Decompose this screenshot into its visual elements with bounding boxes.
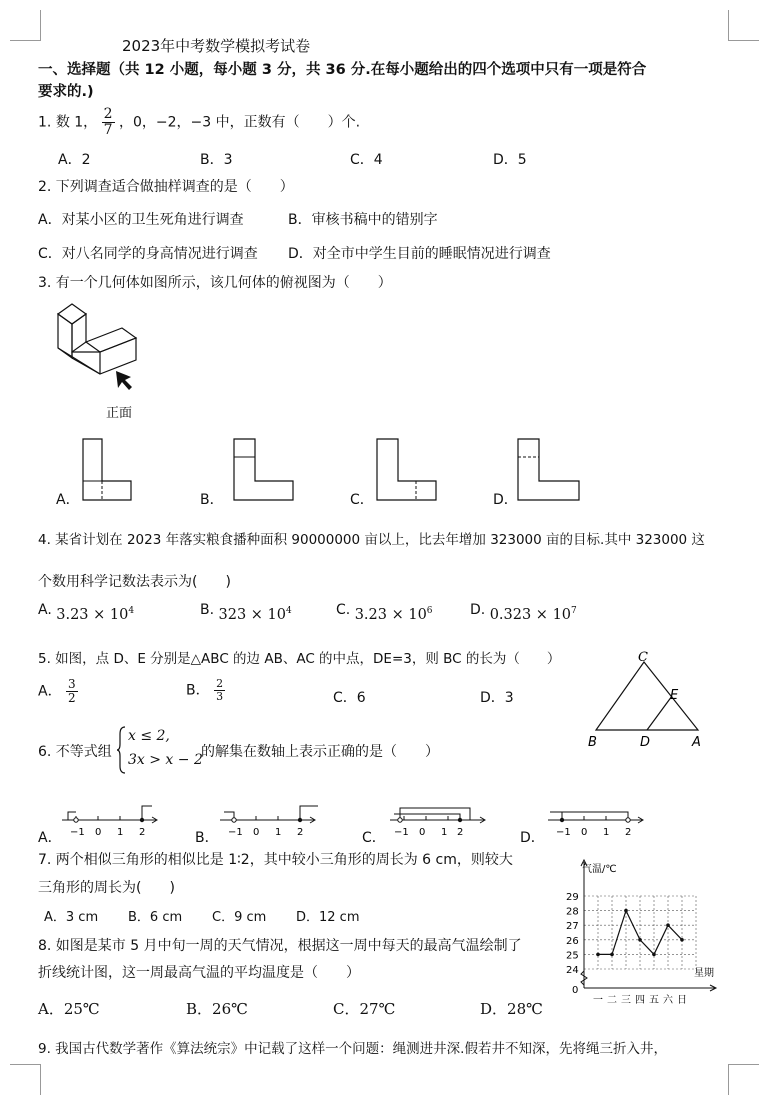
data-point xyxy=(624,909,628,913)
svg-text:−1: −1 xyxy=(228,827,243,838)
q4-option-c-value: $3.23 \times 10^6$ xyxy=(354,606,433,623)
data-point xyxy=(610,953,614,957)
data-point xyxy=(638,938,642,942)
q6-option-d-label[interactable]: D． xyxy=(520,830,545,846)
q1-frac-den: 7 xyxy=(103,122,113,138)
q5-option-a-fraction xyxy=(66,678,78,705)
svg-text:2: 2 xyxy=(625,827,632,838)
y-tick-label: 29 xyxy=(566,892,579,903)
q2-option-c[interactable]: C．对八名同学的身高情况进行调查 xyxy=(38,246,258,262)
q6-post: 的解集在数轴上表示正确的是（ ） xyxy=(201,744,439,760)
q7-option-b[interactable]: B．6 cm xyxy=(128,910,183,925)
x-tick-label: 三 xyxy=(621,995,631,1006)
y-tick-label: 27 xyxy=(566,921,579,933)
q5-a-den: 2 xyxy=(68,691,76,705)
q3-option-d-figure[interactable] xyxy=(517,438,581,502)
q3-option-c-label[interactable]: C． xyxy=(350,492,374,508)
q5-option-b[interactable] xyxy=(186,678,225,703)
q4-option-d[interactable] xyxy=(470,601,577,623)
question-8-cont: 折线统计图，这一周最高气温的平均温度是（ ） xyxy=(38,965,360,981)
question-9: 9. 我国古代数学著作《算法统宗》中记载了这样一个问题：绳测进井深.假若井不知深，先将绳三折入井， xyxy=(38,1041,667,1057)
q6-brace xyxy=(116,726,126,774)
data-point xyxy=(680,938,684,942)
q2-option-a[interactable]: A．对某小区的卫生死角进行调查 xyxy=(38,212,244,228)
question-7: 7. 两个相似三角形的相似比是 1∶2，其中较小三角形的周长为 6 cm，则较大 xyxy=(38,852,513,868)
section-heading-cont: 要求的.) xyxy=(38,84,94,100)
question-1 xyxy=(38,107,360,138)
svg-text:0: 0 xyxy=(95,827,102,838)
q5-b-den: 3 xyxy=(216,690,224,703)
data-point xyxy=(596,953,600,957)
y-axis-label: 气温/℃ xyxy=(582,864,617,875)
data-point xyxy=(666,923,670,927)
q1-post: ，0，−2，−3 中，正数有（ ）个. xyxy=(119,114,361,131)
q5-triangle-figure xyxy=(582,648,712,753)
q4-option-a-label: A. xyxy=(38,601,52,618)
question-4: 4. 某省计划在 2023 年落实粮食播种面积 90000000 亩以上，比去年增加 323000 亩的目标.其中 323000 这 xyxy=(38,532,705,548)
y-tick-label: 24 xyxy=(566,965,579,976)
q6-option-b-label[interactable]: B． xyxy=(195,830,219,846)
svg-text:1: 1 xyxy=(441,827,448,838)
q8-option-c[interactable]: C．27℃ xyxy=(333,1000,396,1018)
q4-option-b-label: B. xyxy=(200,601,215,618)
question-8: 8. 如图是某市 5 月中旬一周的天气情况，根据这一周中每天的最高气温绘制了 xyxy=(38,938,522,954)
x-tick-label: 六 xyxy=(663,995,673,1006)
q5-option-d[interactable]: D．3 xyxy=(480,690,514,706)
q2-option-b[interactable]: B．审核书稿中的错别字 xyxy=(288,212,438,228)
svg-text:2: 2 xyxy=(139,827,146,838)
crop-mark-top-left xyxy=(10,10,41,41)
svg-text:2: 2 xyxy=(297,827,304,838)
x-tick-label: 日 xyxy=(677,995,687,1006)
q3-solid-figure xyxy=(52,298,142,398)
q5-label-b: B xyxy=(588,735,597,750)
q6-pre: 6. 不等式组 xyxy=(38,744,112,760)
q4-option-b[interactable] xyxy=(200,601,292,623)
q6-option-b-numberline[interactable] xyxy=(220,802,320,842)
q4-option-d-label: D. xyxy=(470,601,486,618)
q5-a-num: 3 xyxy=(68,677,76,691)
q3-option-d-label[interactable]: D． xyxy=(493,492,518,508)
q4-option-a-value: $3.23 \times 10^4$ xyxy=(56,606,135,623)
crop-mark-bottom-right xyxy=(728,1064,759,1095)
q3-option-c-figure[interactable] xyxy=(376,438,438,502)
svg-text:1: 1 xyxy=(603,827,610,838)
q5-option-a-label: A． xyxy=(38,683,62,700)
q7-option-d[interactable]: D．12 cm xyxy=(296,910,360,925)
q4-option-c-label: C. xyxy=(336,601,351,618)
q7-option-c[interactable]: C．9 cm xyxy=(212,910,267,925)
arrow-cursor-icon xyxy=(116,371,132,390)
q6-inequality-2: 3x > x − 2 xyxy=(128,752,203,768)
q6-option-c-label[interactable]: C． xyxy=(362,830,386,846)
q1-option-a[interactable]: A．2 xyxy=(58,152,91,168)
q8-option-d[interactable]: D．28℃ xyxy=(480,1000,543,1018)
question-3: 3. 有一个几何体如图所示，该几何体的俯视图为（ ） xyxy=(38,275,392,291)
origin-label: 0 xyxy=(572,985,579,996)
x-tick-label: 一 xyxy=(593,995,603,1006)
q8-option-b[interactable]: B．26℃ xyxy=(186,1000,248,1018)
x-tick-label: 四 xyxy=(635,995,645,1006)
q6-option-a-label[interactable]: A． xyxy=(38,830,62,846)
q1-option-b[interactable]: B．3 xyxy=(200,152,233,168)
q5-label-e: E xyxy=(670,688,679,703)
q4-option-c[interactable] xyxy=(336,601,433,623)
q6-option-c-numberline[interactable] xyxy=(390,802,490,842)
q1-fraction xyxy=(102,107,115,138)
question-2: 2. 下列调查适合做抽样调查的是（ ） xyxy=(38,179,294,195)
q2-option-d[interactable]: D．对全市中学生目前的睡眠情况进行调查 xyxy=(288,246,551,262)
question-4-cont: 个数用科学记数法表示为( ) xyxy=(38,574,231,590)
svg-text:1: 1 xyxy=(117,827,124,838)
q1-option-d[interactable]: D．5 xyxy=(493,152,527,168)
page-title: 2023年中考数学模拟考试卷 xyxy=(122,37,311,55)
q5-option-b-fraction xyxy=(214,678,225,703)
crop-mark-bottom-left xyxy=(10,1064,41,1095)
q6-option-d-numberline[interactable] xyxy=(548,802,648,842)
crop-mark-top-right xyxy=(728,10,759,41)
svg-text:−1: −1 xyxy=(556,827,571,838)
y-tick-label: 26 xyxy=(566,935,579,947)
q5-option-c[interactable]: C．6 xyxy=(333,690,366,706)
q8-option-a[interactable]: A．25℃ xyxy=(38,1000,100,1018)
q5-label-d: D xyxy=(640,735,651,750)
q3-option-a-figure[interactable] xyxy=(82,438,132,502)
q5-option-a[interactable] xyxy=(38,678,78,705)
q7-option-a[interactable]: A．3 cm xyxy=(44,910,99,925)
q1-pre: 数 1， xyxy=(55,114,98,131)
q5-label-a: A xyxy=(692,735,701,750)
q4-option-d-value: $0.323 \times 10^7$ xyxy=(489,606,577,623)
q1-frac-num: 2 xyxy=(103,106,113,122)
svg-text:0: 0 xyxy=(253,827,260,838)
question-5: 5. 如图，点 D、E 分别是△ABC 的边 AB、AC 的中点，DE=3，则 BC 的长为（ ） xyxy=(38,651,561,667)
q1-option-c[interactable]: C．4 xyxy=(350,152,383,168)
svg-text:0: 0 xyxy=(419,827,426,838)
q5-option-b-label: B． xyxy=(186,682,210,699)
section-heading: 一、选择题（共 12 小题，每小题 3 分，共 36 分.在每小题给出的四个选项中只有一项是符合 xyxy=(38,62,647,78)
q5-label-c: C xyxy=(638,650,648,665)
temperature-line-chart xyxy=(560,856,720,1006)
svg-text:1: 1 xyxy=(275,827,282,838)
svg-text:−1: −1 xyxy=(394,827,409,838)
x-tick-label: 二 xyxy=(607,995,617,1006)
data-point xyxy=(652,953,656,957)
q4-option-a[interactable] xyxy=(38,601,135,623)
q3-option-b-label[interactable]: B． xyxy=(200,492,224,508)
svg-text:−1: −1 xyxy=(70,827,85,838)
q6-option-a-numberline[interactable] xyxy=(62,802,162,842)
x-tick-label: 五 xyxy=(649,995,659,1006)
x-axis-label: 星期 xyxy=(694,968,714,979)
q3-option-b-figure[interactable] xyxy=(233,438,295,502)
y-tick-label: 25 xyxy=(566,950,579,962)
q5-b-num: 2 xyxy=(216,677,224,690)
svg-text:0: 0 xyxy=(581,827,588,838)
q3-option-a-label[interactable]: A． xyxy=(56,492,80,508)
q3-front-label: 正面 xyxy=(106,406,133,421)
question-7-cont: 三角形的周长为( ) xyxy=(38,880,175,896)
q1-num: 1. xyxy=(38,114,52,131)
y-tick-label: 28 xyxy=(566,906,579,918)
q4-option-b-value: $323 \times 10^4$ xyxy=(218,606,292,623)
q6-inequality-1: x ≤ 2, xyxy=(128,728,170,744)
svg-text:2: 2 xyxy=(457,827,464,838)
